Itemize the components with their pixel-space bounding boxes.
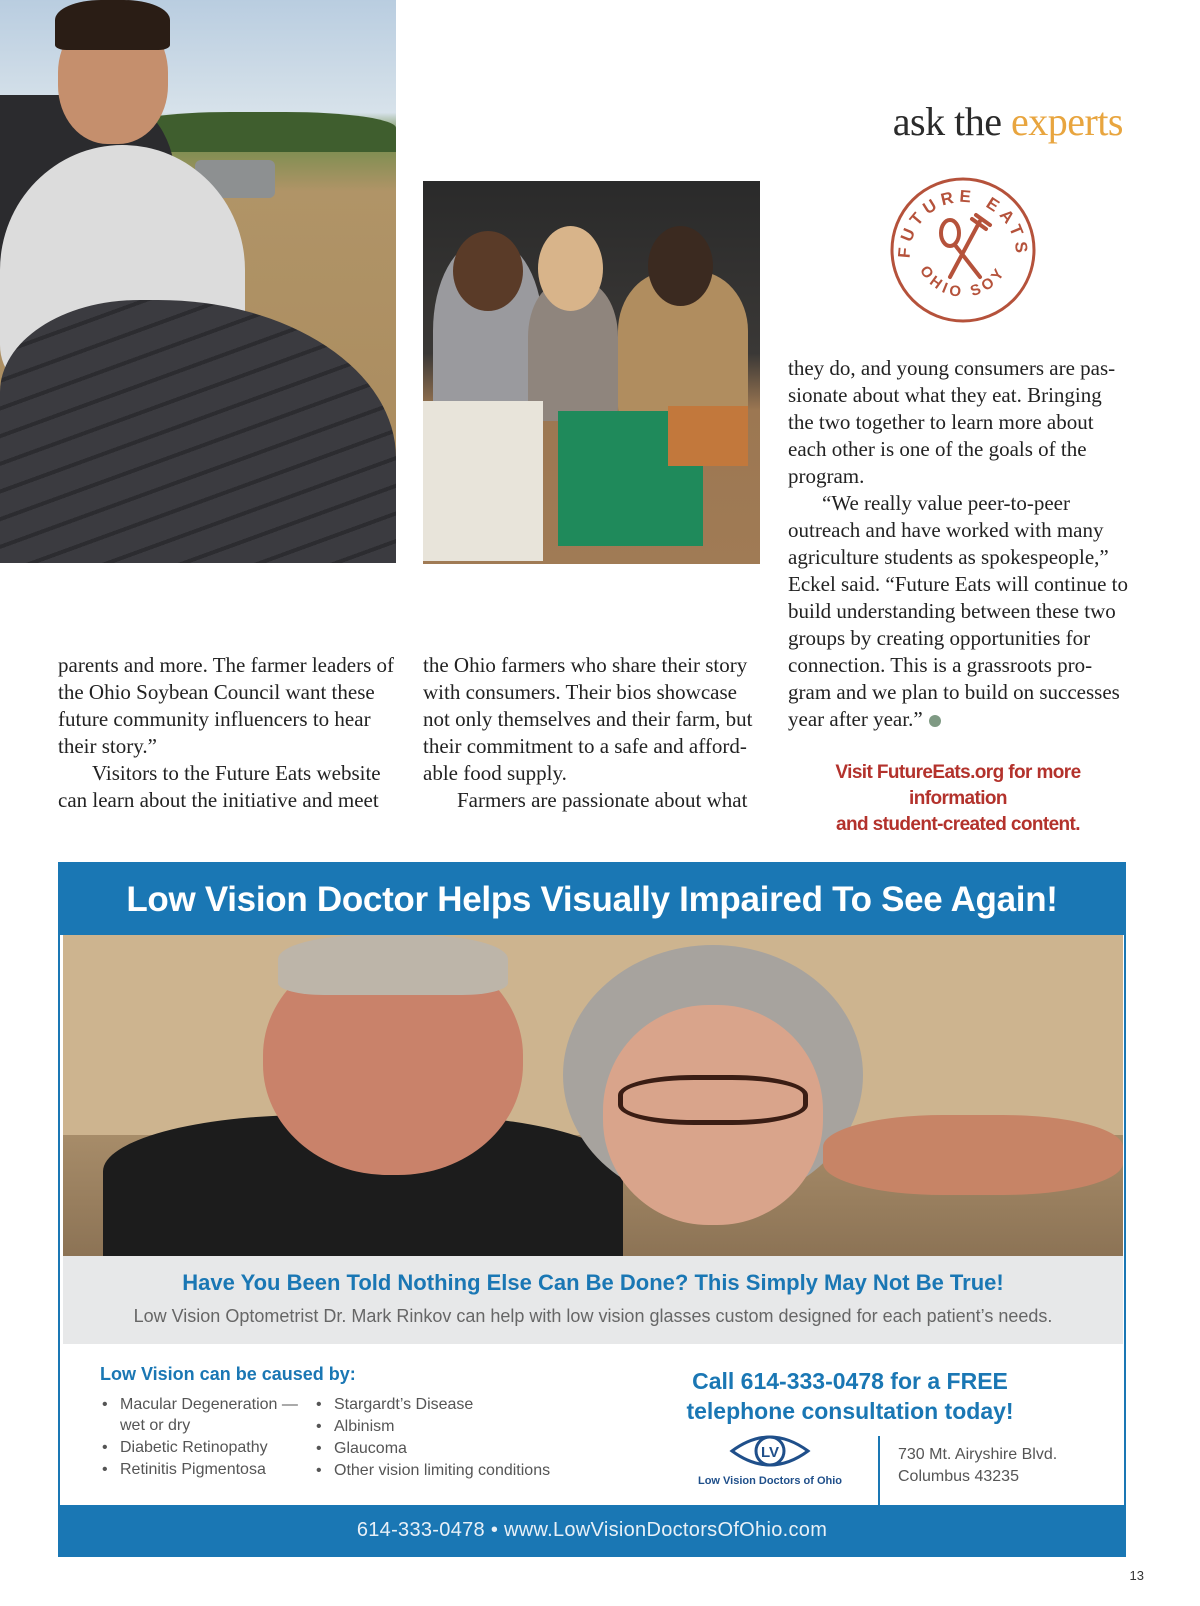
student-right-head bbox=[648, 226, 713, 306]
student-left-head bbox=[453, 231, 523, 311]
end-mark-icon bbox=[929, 715, 941, 727]
cause-item: • Albinism bbox=[314, 1416, 574, 1437]
address bbox=[898, 1444, 1057, 1488]
section-title-prefix: ask the bbox=[892, 99, 1002, 144]
man-arm bbox=[823, 1115, 1123, 1195]
cause-item: • Other vision limiting conditions bbox=[314, 1460, 574, 1481]
quilted-jacket bbox=[0, 300, 396, 563]
cause-item: • Stargardt’s Disease bbox=[314, 1394, 574, 1415]
low-vision-ad bbox=[58, 862, 1126, 1557]
col1-paragraph-2: Visitors to the Future Eats website can learn about the initiative and meet bbox=[58, 761, 381, 812]
article-column-3 bbox=[788, 355, 1128, 733]
low-vision-doctors-logo bbox=[680, 1429, 860, 1499]
ad-description: Low Vision Optometrist Dr. Mark Rinkov can help with low vision glasses custom designed for each patient’s needs. bbox=[133, 1306, 1053, 1326]
col1-paragraph-1: parents and more. The farmer leaders of the Ohio Soybean Council want these future community influencers to hear their story.” bbox=[58, 653, 395, 758]
book bbox=[668, 406, 748, 466]
visit-callout bbox=[788, 760, 1128, 838]
call-line-2: telephone consultation today! bbox=[686, 1398, 1014, 1424]
section-title-accent: experts bbox=[1010, 99, 1123, 144]
cause-item: • Macular Degeneration —wet or dry bbox=[100, 1394, 305, 1436]
causes-list-left bbox=[100, 1394, 305, 1481]
ad-strip bbox=[63, 1256, 1123, 1344]
logo-bottom-text: OHIO SOY bbox=[916, 262, 1010, 302]
cause-item: • Diabetic Retinopathy bbox=[100, 1437, 305, 1458]
classroom-photo bbox=[423, 181, 760, 564]
call-line-1: Call 614-333-0478 for a FREE bbox=[692, 1368, 1008, 1394]
logo-letters: LV bbox=[760, 1444, 780, 1461]
papers bbox=[423, 401, 543, 561]
address-line-2: Columbus 43235 bbox=[898, 1468, 1019, 1485]
visit-line-2: and student-created content. bbox=[836, 814, 1080, 835]
farmer-hair bbox=[55, 0, 170, 50]
vertical-divider bbox=[878, 1436, 880, 1506]
cause-item: • Glaucoma bbox=[314, 1438, 574, 1459]
ad-photo-couple bbox=[63, 935, 1123, 1256]
eye-icon bbox=[680, 1429, 860, 1473]
section-title bbox=[893, 98, 1123, 145]
causes-list-right bbox=[314, 1394, 574, 1482]
causes-title: Low Vision can be caused by: bbox=[100, 1364, 356, 1384]
ad-headline: Low Vision Doctor Helps Visually Impaired To See Again! bbox=[60, 864, 1124, 935]
logo-name: Low Vision Doctors of Ohio bbox=[697, 1475, 843, 1487]
col2-paragraph-1: the Ohio farmers who share their story with consumers. Their bios showcase not only themselves and their farm, but their commitment to a safe and afford-able food supply. bbox=[423, 653, 753, 785]
woman-glasses bbox=[618, 1075, 808, 1125]
call-to-action bbox=[650, 1366, 1050, 1426]
ad-subheadline: Have You Been Told Nothing Else Can Be Done? This Simply May Not Be True! bbox=[182, 1270, 1004, 1295]
article-column-2 bbox=[423, 652, 763, 814]
field-photo bbox=[0, 0, 396, 563]
page-number: 13 bbox=[1129, 1568, 1144, 1583]
article-column-1 bbox=[58, 652, 398, 814]
logo-top-text: FUTURE EATS bbox=[894, 186, 1032, 259]
man-hair bbox=[278, 935, 508, 995]
col2-paragraph-2: Farmers are passionate about what bbox=[457, 788, 748, 812]
col3-paragraph-2-text: “We really value peer-to-peer outreach and have worked with many agriculture students as spokespeople,” Eckel said. “Future Eats will continue to build understanding between these two groups by creating opportunities for connection. This is a grassroots pro-gram and we plan to build on successes year after year.” bbox=[788, 491, 1128, 731]
svg-text:OHIO SOY bbox=[916, 263, 1010, 302]
future-eats-logo bbox=[888, 175, 1038, 325]
ad-footer-contact: 614-333-0478 • www.LowVisionDoctorsOfOhio.com bbox=[60, 1505, 1124, 1555]
col3-paragraph-2 bbox=[788, 490, 1128, 733]
student-middle-head bbox=[538, 226, 603, 311]
visit-line-1: Visit FutureEats.org for more information bbox=[835, 762, 1081, 809]
col3-paragraph-1: they do, and young consumers are pas-sionate about what they eat. Bringing the two together to learn more about each other is one of the goals of the program. bbox=[788, 356, 1116, 488]
address-line-1: 730 Mt. Airyshire Blvd. bbox=[898, 1446, 1058, 1463]
fork-spoon-icon bbox=[941, 215, 990, 277]
cause-item: • Retinitis Pigmentosa bbox=[100, 1459, 305, 1480]
